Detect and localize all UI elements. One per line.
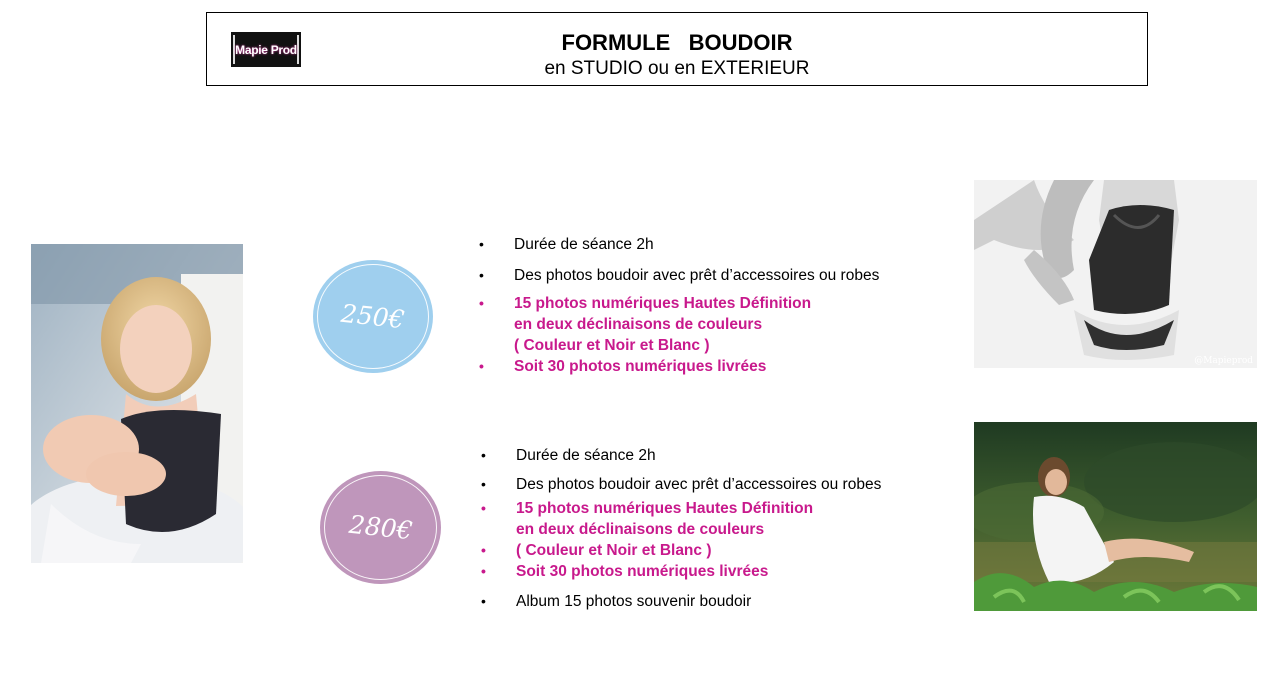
photo-watermark: @Mapieprod bbox=[1194, 356, 1253, 366]
list-item: • Des photos boudoir avec prêt d’accessoires ou robes bbox=[481, 476, 882, 493]
list-item: • Durée de séance 2h bbox=[479, 236, 654, 253]
price-250-text: 250€ bbox=[339, 298, 407, 335]
offer2-features-list bbox=[481, 445, 881, 612]
bw-lingerie-photo bbox=[974, 180, 1257, 368]
logo-text: Mapie Prod bbox=[235, 42, 297, 57]
page-subtitle: en STUDIO ou en EXTERIEUR bbox=[544, 58, 810, 79]
list-item: • Album 15 photos souvenir boudoir bbox=[481, 593, 752, 610]
list-item: • ( Couleur et Noir et Blanc ) bbox=[481, 542, 712, 559]
list-item-continuation: ( Couleur et Noir et Blanc ) bbox=[514, 337, 710, 354]
list-item: • Soit 30 photos numériques livrées bbox=[479, 358, 767, 375]
page-title: FORMULE BOUDOIR bbox=[561, 30, 793, 55]
price-280-text: 280€ bbox=[347, 509, 414, 546]
offer1-features-list bbox=[479, 234, 879, 377]
list-item: • Durée de séance 2h bbox=[481, 447, 656, 464]
price-badge-280 bbox=[320, 471, 441, 584]
portrait-photo-left bbox=[31, 244, 243, 563]
list-item: • Soit 30 photos numériques livrées bbox=[481, 563, 769, 580]
list-item-continuation: en deux déclinaisons de couleurs bbox=[516, 521, 765, 538]
list-item-continuation: en deux déclinaisons de couleurs bbox=[514, 316, 763, 333]
outdoor-river-photo bbox=[974, 422, 1257, 611]
header-box bbox=[206, 12, 1148, 86]
list-item: • 15 photos numériques Hautes Définition bbox=[481, 500, 814, 517]
price-badge-250 bbox=[313, 260, 433, 373]
list-item: • Des photos boudoir avec prêt d’accessoires ou robes bbox=[479, 267, 880, 284]
list-item: • 15 photos numériques Hautes Définition bbox=[479, 295, 812, 312]
